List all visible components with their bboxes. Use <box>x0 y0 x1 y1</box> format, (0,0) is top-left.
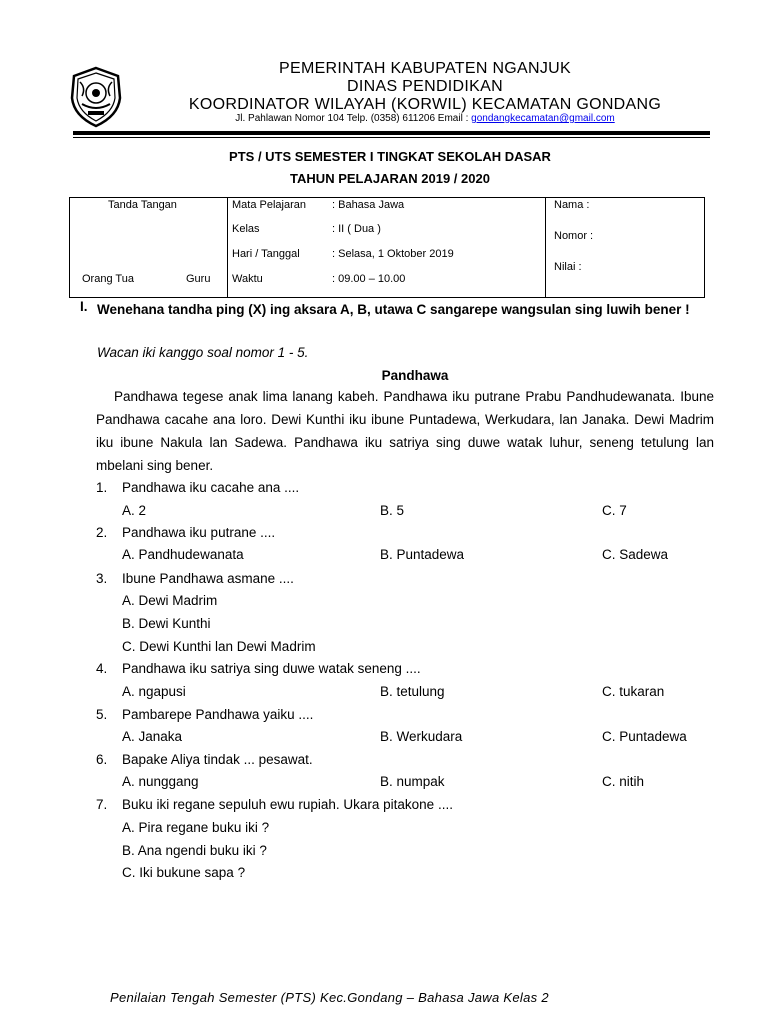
option-a[interactable]: A. Pira regane buku iki ? <box>122 820 270 835</box>
question-text: Pandhawa iku putrane .... <box>122 525 276 540</box>
address-text: Jl. Pahlawan Nomor 104 Telp. (0358) 611206 Email : <box>235 113 472 124</box>
question-number: 4. <box>96 661 108 676</box>
option-a[interactable]: A. Dewi Madrim <box>122 593 218 608</box>
page-footer: Penilaian Tengah Semester (PTS) Kec.Gondang – Bahasa Jawa Kelas 2 <box>110 990 549 1005</box>
option-c[interactable]: C. Dewi Kunthi lan Dewi Madrim <box>122 639 316 654</box>
option-c[interactable]: C. tukaran <box>602 684 665 699</box>
question-number: 2. <box>96 525 108 540</box>
date-label: Hari / Tanggal <box>232 248 300 260</box>
header-government: PEMERINTAH KABUPATEN NGANJUK <box>279 60 571 77</box>
time-value: : 09.00 – 10.00 <box>332 273 406 285</box>
signature-label: Tanda Tangan <box>108 199 177 211</box>
passage-text: Pandhawa tegese anak lima lanang kabeh. Pandhawa iku putrane Prabu Pandhudewanata. Ibune Pandhawa cacahe ana loro. Dewi Kunthi iku ibune Puntadewa, Werkudara, lan Janaka. Dewi Madrim iku ibune Nakula lan Sadewa. Pandhawa iku satriya sing duwe watak luhur, seneng tetulung lan mbelani sing bener. <box>96 389 714 473</box>
table-divider <box>227 198 228 297</box>
option-b[interactable]: B. tetulung <box>380 684 445 699</box>
option-b[interactable]: B. numpak <box>380 774 445 789</box>
header-address <box>140 113 710 124</box>
option-b[interactable]: B. Puntadewa <box>380 547 465 562</box>
parent-label: Orang Tua <box>82 273 134 285</box>
identity-table <box>69 197 705 298</box>
option-b[interactable]: B. Dewi Kunthi <box>122 616 211 631</box>
question-number: 1. <box>96 480 108 495</box>
question-number: 3. <box>96 571 108 586</box>
school-year: TAHUN PELAJARAN 2019 / 2020 <box>290 171 490 186</box>
class-label: Kelas <box>232 223 260 235</box>
option-b[interactable]: B. 5 <box>380 503 405 518</box>
score-field[interactable]: Nilai : <box>554 261 582 273</box>
option-c[interactable]: C. 7 <box>602 503 627 518</box>
option-c[interactable]: C. nitih <box>602 774 645 789</box>
subject-value: : Bahasa Jawa <box>332 199 405 211</box>
regency-seal-icon <box>68 66 124 128</box>
option-b[interactable]: B. Ana ngendi buku iki ? <box>122 843 267 858</box>
option-a[interactable]: A. nunggang <box>122 774 199 789</box>
option-c[interactable]: C. Iki bukune sapa ? <box>122 865 246 880</box>
time-label: Waktu <box>232 273 263 285</box>
question-number: 6. <box>96 752 108 767</box>
table-divider <box>545 198 546 297</box>
exam-title: PTS / UTS SEMESTER I TINGKAT SEKOLAH DASAR <box>229 149 551 164</box>
question-text: Buku iki regane sepuluh ewu rupiah. Ukara pitakone .... <box>122 797 453 812</box>
passage-note: Wacan iki kanggo soal nomor 1 - 5. <box>97 345 309 360</box>
option-b[interactable]: B. Werkudara <box>380 729 463 744</box>
question-text: Pambarepe Pandhawa yaiku .... <box>122 707 314 722</box>
option-a[interactable]: A. Janaka <box>122 729 183 744</box>
question-text: Pandhawa iku satriya sing duwe watak seneng .... <box>122 661 421 676</box>
question-text: Bapake Aliya tindak ... pesawat. <box>122 752 313 767</box>
teacher-label: Guru <box>186 273 211 285</box>
option-a[interactable]: A. ngapusi <box>122 684 186 699</box>
question-number: 5. <box>96 707 108 722</box>
number-field[interactable]: Nomor : <box>554 230 594 242</box>
question-number: 7. <box>96 797 108 812</box>
subject-label: Mata Pelajaran <box>232 199 306 211</box>
header-department: DINAS PENDIDIKAN <box>347 78 503 95</box>
option-c[interactable]: C. Sadewa <box>602 547 669 562</box>
header-korwil: KOORDINATOR WILAYAH (KORWIL) KECAMATAN GONDANG <box>188 96 662 113</box>
name-field[interactable]: Nama : <box>554 199 590 211</box>
date-value: : Selasa, 1 Oktober 2019 <box>332 248 454 260</box>
header-rule-thick <box>73 131 710 135</box>
option-a[interactable]: A. Pandhudewanata <box>122 547 244 562</box>
option-c[interactable]: C. Puntadewa <box>602 729 687 744</box>
section-number: I. <box>80 299 88 314</box>
question-text: Ibune Pandhawa asmane .... <box>122 571 294 586</box>
section-instruction: Wenehana tandha ping (X) ing aksara A, B, utawa C sangarepe wangsulan sing luwih bener ! <box>97 302 690 317</box>
option-a[interactable]: A. 2 <box>122 503 147 518</box>
question-text: Pandhawa iku cacahe ana .... <box>122 480 300 495</box>
passage-title: Pandhawa <box>381 368 449 383</box>
class-value: : II ( Dua ) <box>332 223 381 235</box>
header-rule-thin <box>73 137 710 138</box>
email-link[interactable]: gondangkecamatan@gmail.com <box>471 113 615 124</box>
